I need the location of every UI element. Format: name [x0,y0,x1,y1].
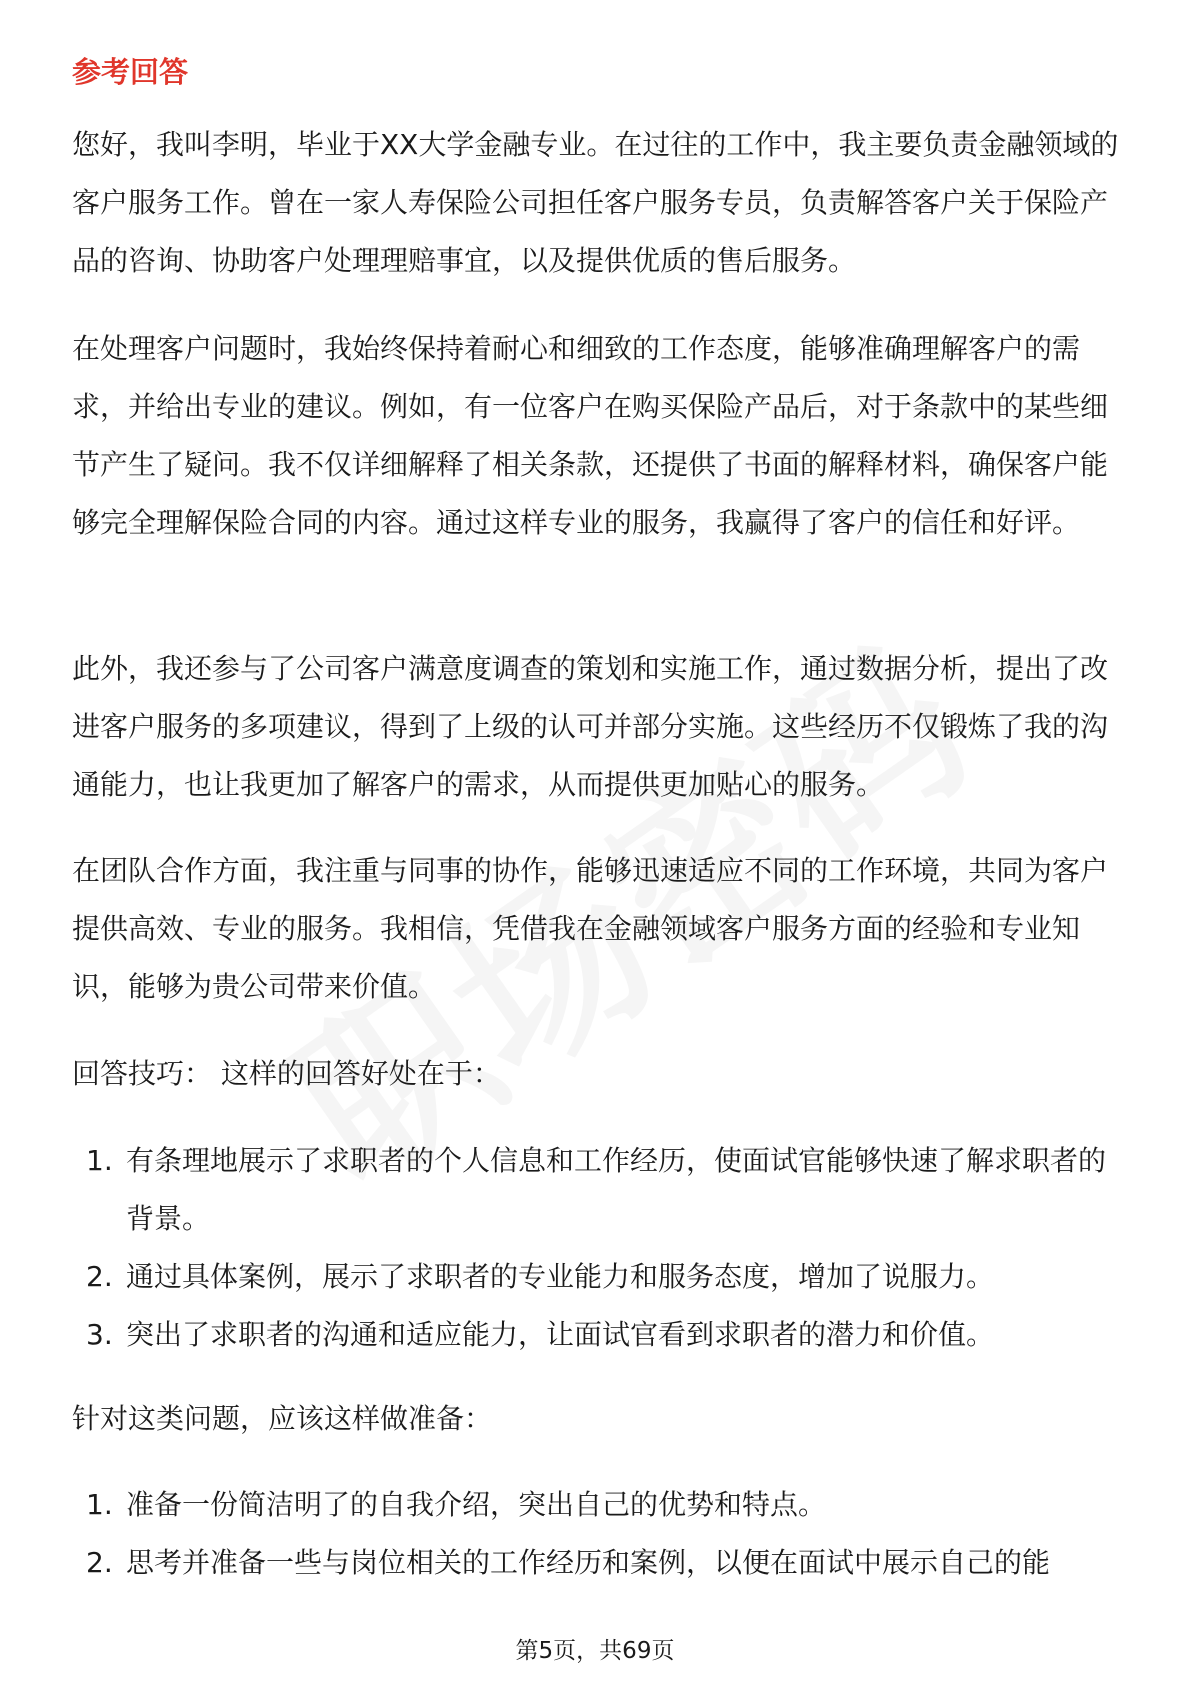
paragraph-customer-handling: 在处理客户问题时，我始终保持着耐心和细致的工作态度，能够准确理解客户的需求，并给出专业的建议。例如，有一位客户在购买保险产品后，对于条款中的某些细节产生了疑问。我不仅详细解释了相关条款，还提供了书面的解释材料，确保客户能够完全理解保险合同的内容。通过这样专业的服务，我赢得了客户的信任和好评。 [72,332,1109,539]
section-heading: 参考回答 [72,55,189,89]
list-text: 通过具体案例，展示了求职者的专业能力和服务态度，增加了说服力。 [126,1260,995,1293]
paragraph-intro: 您好，我叫李明，毕业于XX大学金融专业。在过往的工作中，我主要负责金融领域的客户服务工作。曾在一家人寿保险公司担任客户服务专员，负责解答客户关于保险产品的咨询、协助客户处理理赔事宜，以及提供优质的售后服务。 [72,128,1119,277]
tips-intro: 回答技巧： 这样的回答好处在于： [72,1057,501,1090]
list-item [72,1476,1132,1534]
prep-intro: 针对这类问题，应该这样做准备： [72,1402,493,1435]
list-item [72,1534,1132,1592]
page-number: 第5页，共69页 [515,1638,675,1664]
list-text: 突出了求职者的沟通和适应能力，让面试官看到求职者的潜力和价值。 [126,1318,995,1351]
list-number: 3. [86,1318,113,1351]
list-number: 1. [86,1144,113,1177]
list-item [72,1306,1132,1364]
list-text: 准备一份简洁明了的自我介绍，突出自己的优势和特点。 [126,1488,827,1521]
prep-list [72,1476,1132,1592]
list-text: 思考并准备一些与岗位相关的工作经历和案例，以便在面试中展示自己的能 [126,1546,1051,1579]
tips-list [72,1132,1132,1364]
list-item [72,1132,1132,1248]
paragraph-teamwork: 在团队合作方面，我注重与同事的协作，能够迅速适应不同的工作环境，共同为客户提供高效、专业的服务。我相信，凭借我在金融领域客户服务方面的经验和专业知识，能够为贵公司带来价值。 [72,854,1109,1003]
list-item [72,1248,1132,1306]
list-number: 2. [86,1546,113,1579]
paragraph-survey: 此外，我还参与了公司客户满意度调查的策划和实施工作，通过数据分析，提出了改进客户服务的多项建议，得到了上级的认可并部分实施。这些经历不仅锻炼了我的沟通能力，也让我更加了解客户的需求，从而提供更加贴心的服务。 [72,652,1109,801]
list-number: 1. [86,1488,113,1521]
list-number: 2. [86,1260,113,1293]
list-text: 有条理地展示了求职者的个人信息和工作经历，使面试官能够快速了解求职者的背景。 [126,1144,1107,1235]
